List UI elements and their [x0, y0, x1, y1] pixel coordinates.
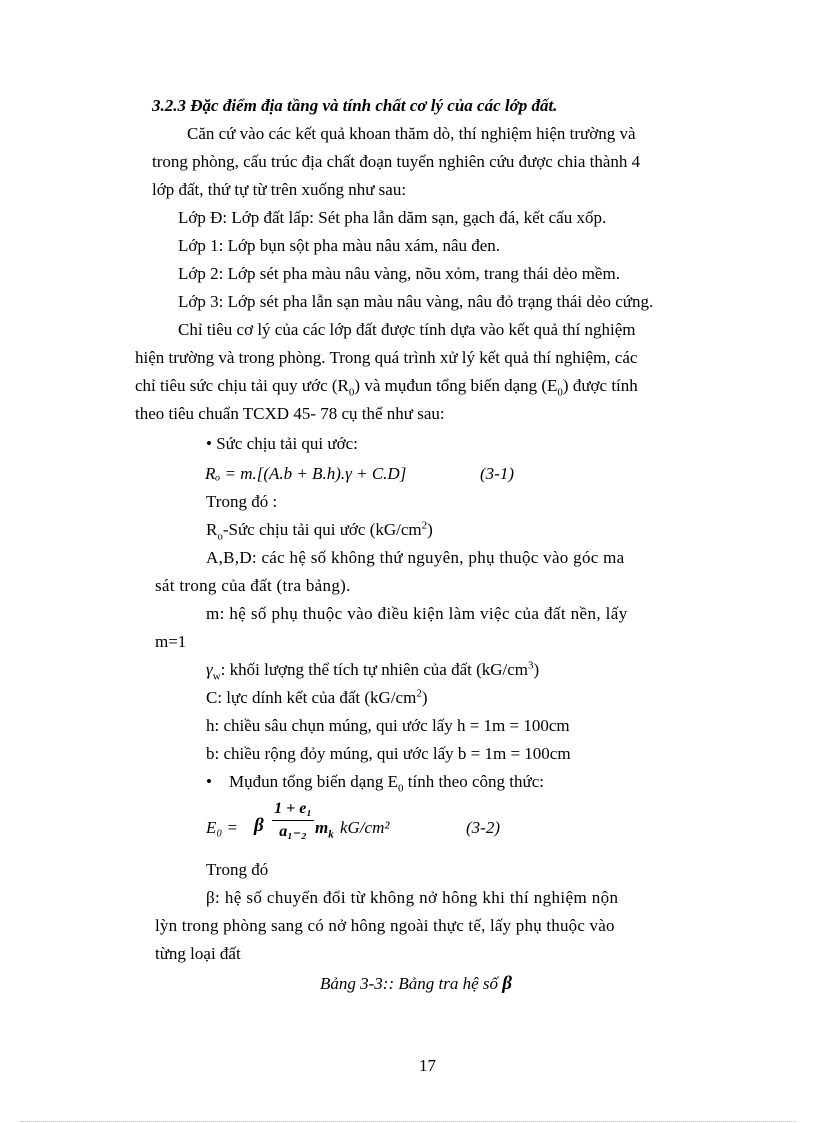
layer-3: Lớp 3: Lớp sét pha lẫn sạn màu nâu vàng, nâu đỏ trạng thái dẻo cứng.: [178, 292, 654, 311]
bullet-dot-icon: •: [206, 772, 229, 791]
gamma-w-definition: $\gamma_w$: khối lượng thể tích tự nhiên của đất $(kG/cm^3)$: [206, 659, 540, 683]
bullet-dot-icon: •: [206, 434, 217, 453]
layer-2: Lớp 2: Lớp sét pha màu nâu vàng, nõu xỏm, trang thái dẻo mềm.: [178, 264, 620, 283]
chitieu-line-1: Chỉ tiêu cơ lý của các lớp đất được tính dựa vào kết quả thí nghiệm: [178, 320, 636, 339]
abd-line-2: sát trong của đất (tra bảng).: [155, 576, 351, 595]
table-caption: Bảng 3-3:: Bảng tra hệ số β: [320, 973, 512, 994]
formula-3-2-unit: kG/cm²: [340, 818, 390, 837]
bullet-mudun: • Mụđun tổng biến dạng $E_0$ tính theo công thức:: [206, 772, 544, 795]
formula-3-2-numerator: 1 + e₁: [274, 800, 312, 817]
m-line-2: m=1: [155, 632, 187, 651]
layer-d: Lớp Đ: Lớp đất lấp: Sét pha lẫn dăm sạn, gạch đá, kết cấu xốp.: [178, 208, 607, 227]
formula-3-2-fraction: [270, 800, 316, 841]
m-line-1: m: hệ số phụ thuộc vào điều kiện làm việc của đất nền, lấy: [206, 604, 628, 623]
intro-line-2: trong phòng, cấu trúc địa chất đoạn tuyến nghiên cứu được chia thành 4: [152, 152, 641, 171]
formula-3-1: Rₒ = m.[(A.b + B.h).γ + C.D]: [205, 464, 407, 483]
chitieu-line-4: theo tiêu chuẩn TCXD 45- 78 cụ thể như sau:: [135, 404, 445, 423]
formula-3-2-number: (3-2): [466, 818, 500, 837]
beta-line-1: β: hệ số chuyển đổi từ không nở hông khi thí nghiệm nộn: [206, 888, 619, 907]
formula-3-2-lhs: E₀ =: [206, 818, 239, 837]
fraction-bar: [272, 820, 314, 821]
abd-line-1: A,B,D: các hệ số không thứ nguyên, phụ thuộc vào góc ma: [206, 548, 625, 567]
intro-line-1: Căn cứ vào các kết quả khoan thăm dò, thí nghiệm hiện trường và: [187, 124, 636, 143]
bullet-suc-chiu-tai: • Sức chịu tải qui ước:: [206, 434, 358, 453]
chitieu-line-2: hiện trường và trong phòng. Trong quá trình xử lý kết quả thí nghiệm, các: [135, 348, 638, 367]
page-bottom-border: [20, 1121, 796, 1122]
section-heading: 3.2.3 Đặc điểm địa tầng và tính chất cơ lý của các lớp đất.: [152, 96, 558, 115]
beta-line-3: từng loại đất: [155, 944, 241, 963]
trong-do-2: Trong đó: [206, 860, 269, 879]
h-definition: h: chiều sâu chụn múng, qui ước lấy h = 1m = 100cm: [206, 716, 570, 735]
formula-3-2-beta: β: [254, 815, 264, 836]
beta-line-2: lỳn trong phòng sang có nở hông ngoài thực tế, lấy phụ thuộc vào: [155, 916, 615, 935]
formula-3-2-m: $m_k$: [315, 818, 334, 841]
formula-3-2-denominator: a₁₋₂: [279, 823, 307, 840]
page-number: 17: [419, 1056, 436, 1075]
trong-do-1: Trong đó :: [206, 492, 278, 511]
c-definition: C: lực dính kết của đất $(kG/cm^2)$: [206, 687, 428, 707]
chitieu-line-3: chỉ tiêu sức chịu tải quy ước $(R_0)$ và mụđun tổng biến dạng $(E_0)$ được tính: [135, 376, 638, 399]
formula-3-1-number: (3-1): [480, 464, 514, 483]
ro-definition: $R_o$-Sức chịu tải qui ước $(kG/cm^2)$: [206, 519, 433, 543]
intro-line-3: lớp đất, thứ tự từ trên xuống như sau:: [152, 180, 407, 199]
b-definition: b: chiều rộng đỏy múng, qui ước lấy b = 1m = 100cm: [206, 744, 571, 763]
layer-1: Lớp 1: Lớp bụn sột pha màu nâu xám, nâu đen.: [178, 236, 501, 255]
